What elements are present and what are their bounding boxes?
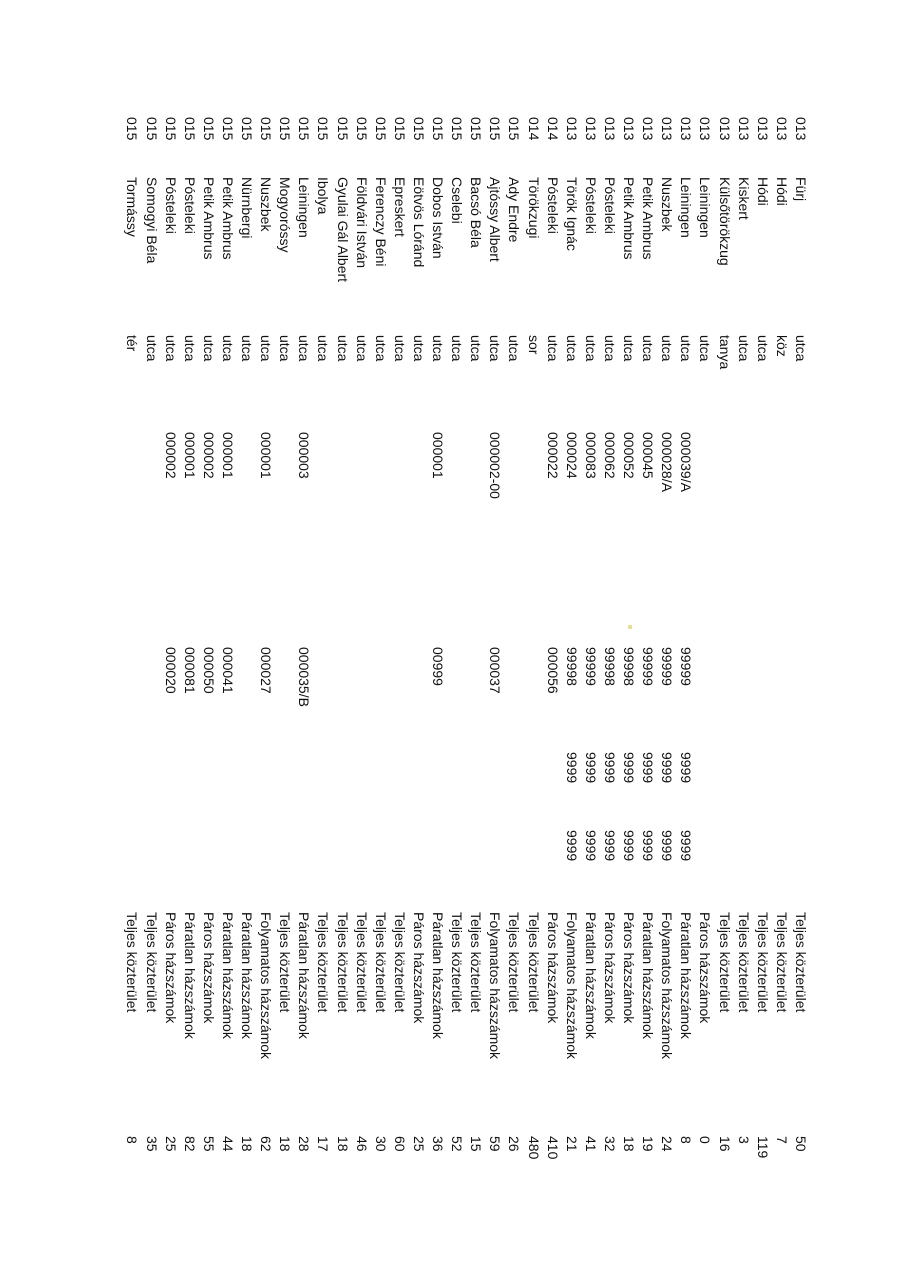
cell-kind: Teljes közterület <box>315 912 332 1013</box>
cell-name: Ady Endre <box>506 177 523 243</box>
cell-count: 41 <box>582 1136 599 1152</box>
cell-code: 013 <box>773 117 790 141</box>
cell-code: 013 <box>678 117 695 141</box>
cell-name: Tormássy <box>124 177 141 237</box>
table-row <box>505 0 524 1280</box>
cell-kind: Páratlan házszámok <box>582 912 599 1039</box>
table-row <box>180 0 199 1280</box>
cell-kind: Teljes közterület <box>124 912 141 1013</box>
cell-code: 015 <box>391 117 408 141</box>
cell-kind: Páratlan házszámok <box>220 912 236 1039</box>
cell-code: 015 <box>143 117 160 141</box>
cell-count: 18 <box>334 1136 351 1152</box>
cell-to: 000027 <box>258 647 275 694</box>
cell-name: Pósteleki <box>602 177 618 234</box>
cell-kind: Teljes közterület <box>735 912 752 1013</box>
cell-a: 9999 <box>621 752 638 784</box>
table-row <box>314 0 333 1280</box>
cell-kind: Teljes közterület <box>391 912 408 1013</box>
cell-type: utca <box>544 335 561 362</box>
cell-kind: Páratlan házszámok <box>678 912 695 1039</box>
cell-type: utca <box>430 335 447 362</box>
table-row <box>409 0 428 1280</box>
cell-code: 014 <box>544 117 561 141</box>
cell-count: 36 <box>430 1136 447 1152</box>
cell-kind: Páratlan házszámok <box>430 912 447 1039</box>
table-row <box>600 0 619 1280</box>
cell-from: 000022 <box>544 432 561 479</box>
cell-a: 9999 <box>602 752 618 784</box>
cell-code: 013 <box>716 117 733 141</box>
cell-name: Petik Ambrus <box>220 177 236 260</box>
table-row <box>275 0 294 1280</box>
cell-code: 015 <box>372 117 389 141</box>
cell-type: utca <box>200 335 217 362</box>
cell-code: 013 <box>659 117 676 141</box>
cell-count: 480 <box>525 1136 542 1160</box>
cell-kind: Páros házszámok <box>411 912 427 1024</box>
cell-type: köz <box>773 335 790 357</box>
cell-name: Leiningen <box>697 177 714 238</box>
cell-b: 9999 <box>582 830 599 862</box>
cell-from: 000001 <box>430 432 447 479</box>
cell-count: 59 <box>487 1136 504 1152</box>
cell-name: Fürj <box>793 177 809 202</box>
cell-count: 26 <box>506 1136 523 1152</box>
cell-type: utca <box>678 335 695 362</box>
cell-type: utca <box>563 335 580 362</box>
cell-count: 19 <box>640 1136 657 1152</box>
cell-to: 99999 <box>640 647 657 686</box>
cell-name: Leiningen <box>296 177 313 238</box>
cell-from: 000024 <box>563 432 580 479</box>
cell-count: 8 <box>124 1136 141 1144</box>
cell-count: 46 <box>353 1136 370 1152</box>
cell-name: Nuszbek <box>258 177 275 232</box>
cell-code: 013 <box>640 117 657 141</box>
table-row <box>352 0 371 1280</box>
cell-count: 55 <box>200 1136 217 1152</box>
scan-speck <box>628 625 632 629</box>
cell-type: utca <box>659 335 676 362</box>
cell-type: utca <box>449 335 466 362</box>
cell-type: utca <box>391 335 408 362</box>
cell-kind: Páros házszámok <box>544 912 561 1024</box>
table-row <box>218 0 237 1280</box>
cell-from: 000001 <box>220 432 236 479</box>
cell-count: 18 <box>621 1136 638 1152</box>
cell-code: 015 <box>315 117 332 141</box>
cell-name: Török Ignác <box>563 177 580 251</box>
cell-name: Eötvös Lóránd <box>411 177 427 268</box>
cell-code: 015 <box>239 117 256 141</box>
cell-code: 013 <box>563 117 580 141</box>
cell-kind: Teljes közterület <box>716 912 733 1013</box>
cell-name: Ferenczy Béni <box>372 177 389 267</box>
cell-b: 9999 <box>563 830 580 862</box>
cell-code: 013 <box>621 117 638 141</box>
cell-a: 9999 <box>563 752 580 784</box>
table-row <box>734 0 753 1280</box>
cell-type: utca <box>162 335 179 362</box>
table-row <box>123 0 142 1280</box>
table-row <box>199 0 218 1280</box>
cell-type: sor <box>525 335 542 355</box>
cell-count: 32 <box>602 1136 618 1152</box>
cell-b: 9999 <box>640 830 657 862</box>
cell-b: 9999 <box>678 830 695 862</box>
table-row <box>161 0 180 1280</box>
cell-kind: Teljes közterület <box>506 912 523 1013</box>
cell-code: 013 <box>735 117 752 141</box>
cell-type: utca <box>334 335 351 362</box>
cell-code: 014 <box>525 117 542 141</box>
table-row <box>543 0 562 1280</box>
cell-count: 0 <box>697 1136 714 1144</box>
cell-code: 013 <box>697 117 714 141</box>
cell-type: utca <box>143 335 160 362</box>
cell-b: 9999 <box>602 830 618 862</box>
cell-type: utca <box>220 335 236 362</box>
cell-kind: Teljes közterület <box>353 912 370 1013</box>
cell-name: Törökzugi <box>525 177 542 239</box>
cell-name: Petik Ambrus <box>640 177 657 260</box>
cell-name: Mogyoróssy <box>277 177 294 253</box>
cell-to: 99999 <box>678 647 695 686</box>
cell-type: utca <box>640 335 657 362</box>
cell-count: 82 <box>181 1136 198 1152</box>
cell-code: 015 <box>430 117 447 141</box>
cell-code: 015 <box>411 117 427 141</box>
cell-name: Gyulai Gál Albert <box>334 177 351 283</box>
cell-from: 000003 <box>296 432 313 479</box>
cell-count: 15 <box>468 1136 485 1152</box>
cell-type: utca <box>697 335 714 362</box>
cell-code: 015 <box>162 117 179 141</box>
cell-count: 119 <box>754 1136 771 1159</box>
cell-from: 000001 <box>258 432 275 479</box>
cell-count: 7 <box>773 1136 790 1144</box>
table-row <box>447 0 466 1280</box>
cell-count: 3 <box>735 1136 752 1144</box>
cell-to: 99999 <box>659 647 676 686</box>
cell-kind: Teljes közterület <box>468 912 485 1013</box>
cell-type: utca <box>487 335 504 362</box>
cell-kind: Teljes közterület <box>449 912 466 1013</box>
cell-code: 013 <box>582 117 599 141</box>
cell-kind: Páros házszámok <box>621 912 638 1024</box>
cell-name: Pósteleki <box>582 177 599 234</box>
cell-from: 000083 <box>582 432 599 479</box>
cell-code: 013 <box>754 117 771 141</box>
cell-from: 000002 <box>200 432 217 479</box>
cell-code: 015 <box>353 117 370 141</box>
cell-code: 015 <box>487 117 504 141</box>
table-row <box>753 0 772 1280</box>
cell-to: 99998 <box>602 647 618 686</box>
table-row <box>581 0 600 1280</box>
cell-count: 50 <box>793 1136 809 1152</box>
cell-count: 18 <box>239 1136 256 1152</box>
table-row <box>791 0 810 1280</box>
cell-a: 9999 <box>640 752 657 784</box>
cell-kind: Teljes közterület <box>277 912 294 1013</box>
cell-name: Cselebi <box>449 177 466 224</box>
cell-a: 9999 <box>678 752 695 784</box>
cell-code: 013 <box>602 117 618 141</box>
cell-type: utca <box>372 335 389 362</box>
cell-type: utca <box>239 335 256 362</box>
cell-to: 000056 <box>544 647 561 694</box>
cell-code: 015 <box>334 117 351 141</box>
cell-name: Pósteleki <box>162 177 179 234</box>
cell-kind: Teljes közterület <box>773 912 790 1013</box>
cell-code: 015 <box>220 117 236 141</box>
table-row <box>142 0 161 1280</box>
cell-from: 000045 <box>640 432 657 479</box>
cell-count: 52 <box>449 1136 466 1152</box>
table-row <box>256 0 275 1280</box>
cell-name: Dobos István <box>430 177 447 259</box>
cell-count: 21 <box>563 1136 580 1152</box>
cell-from: 000052 <box>621 432 638 479</box>
cell-kind: Páros házszámok <box>697 912 714 1024</box>
table-row <box>237 0 256 1280</box>
table-row <box>371 0 390 1280</box>
cell-count: 28 <box>296 1136 313 1152</box>
cell-code: 015 <box>506 117 523 141</box>
cell-type: utca <box>468 335 485 362</box>
cell-from: 000062 <box>602 432 618 479</box>
cell-name: Pósteleki <box>181 177 198 234</box>
cell-kind: Teljes közterület <box>754 912 771 1013</box>
cell-code: 015 <box>468 117 485 141</box>
cell-a: 9999 <box>582 752 599 784</box>
cell-code: 015 <box>296 117 313 141</box>
table-row <box>696 0 715 1280</box>
cell-type: tér <box>124 335 141 352</box>
table-row <box>485 0 504 1280</box>
cell-to: 000081 <box>181 647 198 694</box>
table-row <box>638 0 657 1280</box>
cell-type: utca <box>296 335 313 362</box>
cell-code: 015 <box>124 117 141 141</box>
cell-to: 000020 <box>162 647 179 694</box>
table-row <box>562 0 581 1280</box>
cell-count: 44 <box>220 1136 236 1152</box>
table-row <box>715 0 734 1280</box>
table-row <box>466 0 485 1280</box>
cell-to: 000035/B <box>296 647 313 707</box>
cell-from: 000001 <box>181 432 198 479</box>
cell-name: Epreskert <box>391 177 408 237</box>
cell-kind: Teljes közterület <box>334 912 351 1013</box>
cell-type: utca <box>735 335 752 362</box>
cell-code: 015 <box>200 117 217 141</box>
cell-to: 99998 <box>621 647 638 686</box>
cell-count: 8 <box>678 1136 695 1144</box>
cell-kind: Páratlan házszámok <box>181 912 198 1039</box>
table-row <box>524 0 543 1280</box>
cell-count: 18 <box>277 1136 294 1152</box>
cell-kind: Páros házszámok <box>200 912 217 1024</box>
cell-type: utca <box>277 335 294 362</box>
table-row <box>390 0 409 1280</box>
cell-name: Hódi <box>773 177 790 206</box>
cell-type: utca <box>315 335 332 362</box>
table-row <box>676 0 695 1280</box>
cell-type: utca <box>506 335 523 362</box>
cell-name: Ibolya <box>315 177 332 215</box>
cell-to: 000037 <box>487 647 504 694</box>
cell-to: 000041 <box>220 647 236 694</box>
cell-name: Földvári István <box>353 177 370 269</box>
cell-kind: Páratlan házszámok <box>296 912 313 1039</box>
cell-a: 9999 <box>659 752 676 784</box>
cell-count: 60 <box>391 1136 408 1152</box>
cell-type: utca <box>411 335 427 362</box>
cell-count: 16 <box>716 1136 733 1152</box>
cell-from: 000028/A <box>659 432 676 492</box>
cell-to: 99998 <box>563 647 580 686</box>
cell-type: utca <box>258 335 275 362</box>
cell-count: 35 <box>143 1136 160 1152</box>
cell-type: utca <box>602 335 618 362</box>
cell-count: 25 <box>162 1136 179 1152</box>
cell-count: 17 <box>315 1136 332 1152</box>
cell-type: utca <box>793 335 809 362</box>
table-row <box>428 0 447 1280</box>
cell-kind: Páros házszámok <box>162 912 179 1024</box>
cell-b: 9999 <box>621 830 638 862</box>
cell-kind: Folyamatos házszámok <box>659 912 676 1060</box>
cell-kind: Folyamatos házszámok <box>487 912 504 1060</box>
table-row <box>333 0 352 1280</box>
table-row <box>619 0 638 1280</box>
cell-type: utca <box>754 335 771 362</box>
cell-name: Külsőtörökzug <box>716 177 733 266</box>
table-row <box>294 0 313 1280</box>
cell-b: 9999 <box>659 830 676 862</box>
cell-kind: Teljes közterület <box>372 912 389 1013</box>
cell-code: 013 <box>793 117 809 141</box>
cell-count: 410 <box>544 1136 561 1160</box>
cell-kind: Páratlan házszámok <box>640 912 657 1039</box>
table-row <box>657 0 676 1280</box>
cell-name: Petik Ambrus <box>200 177 217 260</box>
cell-kind: Teljes közterület <box>143 912 160 1013</box>
cell-name: Kiskert <box>735 177 752 220</box>
cell-name: Nuszbek <box>659 177 676 232</box>
cell-type: utca <box>353 335 370 362</box>
cell-kind: Páros házszámok <box>602 912 618 1024</box>
cell-name: Somogyi Béla <box>143 177 160 264</box>
cell-type: utca <box>181 335 198 362</box>
cell-to: 99999 <box>582 647 599 686</box>
cell-kind: Teljes közterület <box>525 912 542 1013</box>
cell-to: 000050 <box>200 647 217 694</box>
table-row <box>772 0 791 1280</box>
cell-type: utca <box>621 335 638 362</box>
cell-code: 015 <box>258 117 275 141</box>
cell-name: Leiningen <box>678 177 695 238</box>
cell-name: Petik Ambrus <box>621 177 638 260</box>
cell-count: 62 <box>258 1136 275 1152</box>
cell-count: 30 <box>372 1136 389 1152</box>
cell-from: 000002 <box>162 432 179 479</box>
cell-name: Ajtóssy Albert <box>487 177 504 262</box>
cell-from: 000002-00 <box>487 432 504 499</box>
cell-count: 24 <box>659 1136 676 1152</box>
cell-name: Nürnbergi <box>239 177 256 239</box>
cell-code: 015 <box>449 117 466 141</box>
cell-code: 015 <box>181 117 198 141</box>
cell-kind: Páratlan házszámok <box>239 912 256 1039</box>
cell-kind: Folyamatos házszámok <box>258 912 275 1060</box>
cell-name: Bacsó Béla <box>468 177 485 248</box>
cell-type: tanya <box>716 335 733 370</box>
cell-to: 00999 <box>430 647 447 686</box>
cell-name: Pósteleki <box>544 177 561 234</box>
cell-code: 015 <box>277 117 294 141</box>
cell-kind: Folyamatos házszámok <box>563 912 580 1060</box>
cell-name: Hódi <box>754 177 771 206</box>
cell-count: 25 <box>411 1136 427 1152</box>
cell-from: 000039/A <box>678 432 695 492</box>
cell-kind: Teljes közterület <box>793 912 809 1013</box>
cell-type: utca <box>582 335 599 362</box>
